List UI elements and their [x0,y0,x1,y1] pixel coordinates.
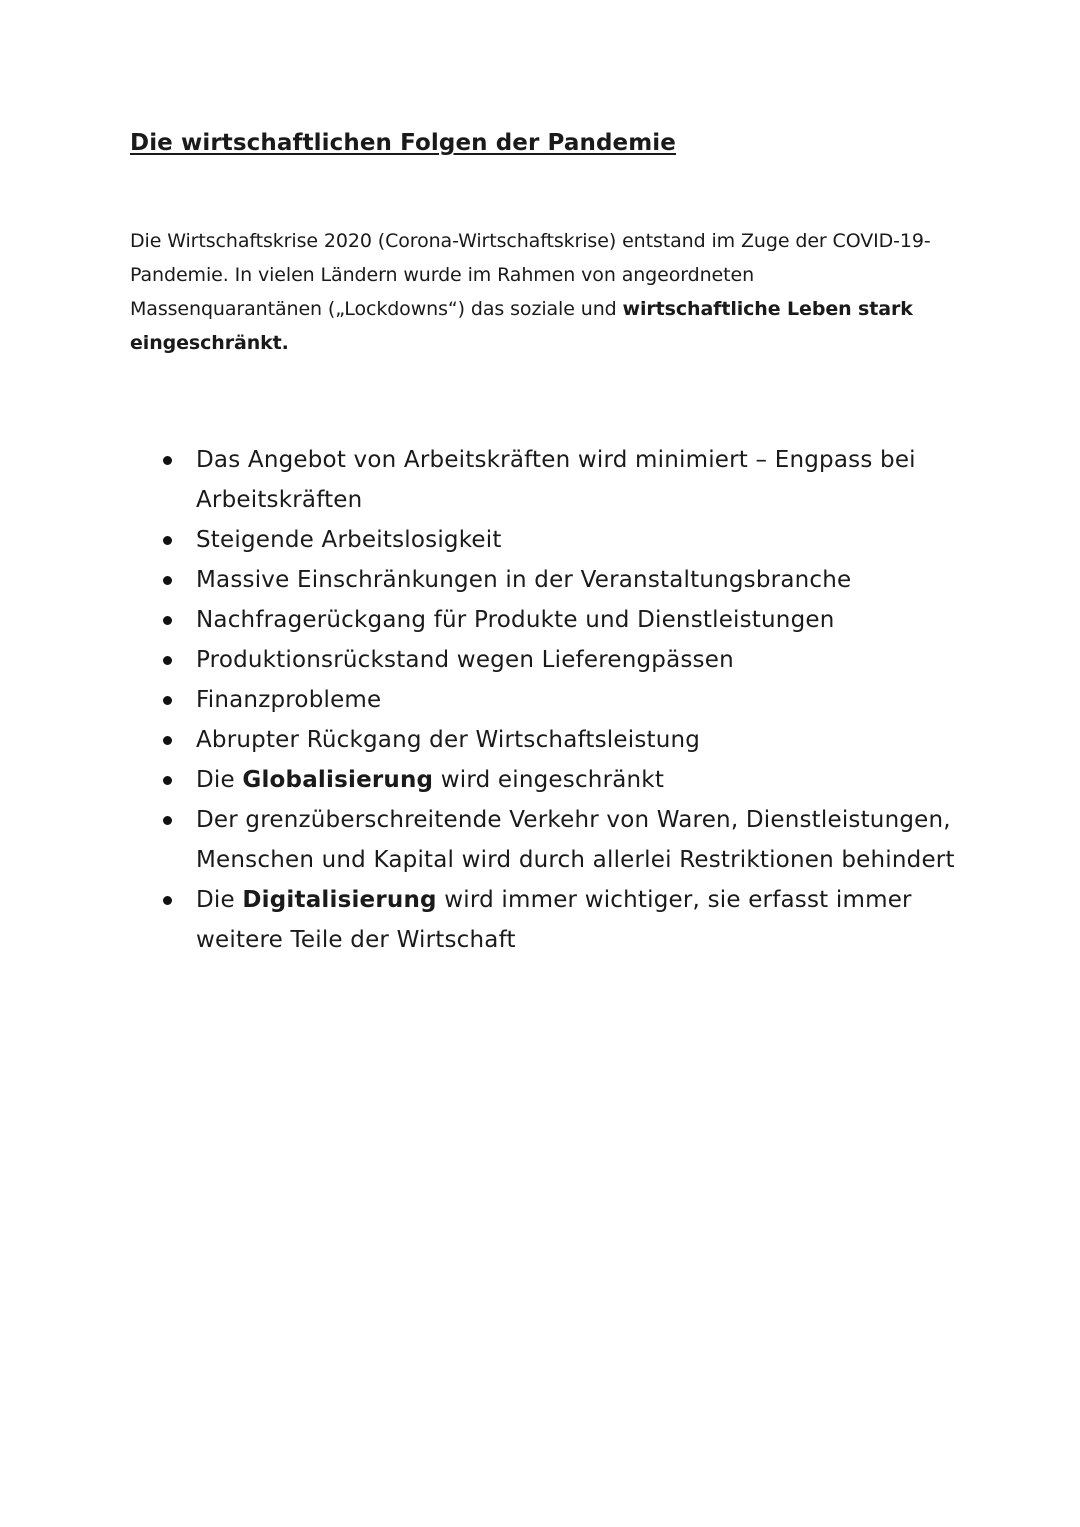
list-item: Abrupter Rückgang der Wirtschaftsleistung [196,720,966,760]
bullet-icon [163,696,172,705]
bullet-icon [163,816,172,825]
bullet-icon [163,656,172,665]
bullet-icon [163,896,172,905]
intro-bold-text: wirtschaftliche Leben stark eingeschränkt. [130,298,913,354]
bullet-icon [163,736,172,745]
list-item: Steigende Arbeitslosigkeit [196,520,966,560]
bullet-icon [163,776,172,785]
bullet-icon [163,576,172,585]
page-title: Die wirtschaftlichen Folgen der Pandemie [130,130,676,156]
list-item: Finanzprobleme [196,680,966,720]
list-item: Massive Einschränkungen in der Veranstaltungsbranche [196,560,966,600]
list-item: Produktionsrückstand wegen Lieferengpässen [196,640,966,680]
bullet-icon [163,456,172,465]
list-item: Nachfragerückgang für Produkte und Dienstleistungen [196,600,966,640]
list-item: Das Angebot von Arbeitskräften wird minimiert – Engpass bei Arbeitskräften [196,440,966,520]
intro-text: Die Wirtschaftskrise 2020 (Corona-Wirtschaftskrise) entstand im Zuge der COVID-19-Pandemie. In vielen Ländern wurde im Rahmen von angeordneten Massenquarantänen („Lockdowns“) das soziale und [130,230,931,320]
intro-paragraph [130,224,940,360]
bold-term: Digitalisierung [242,887,437,913]
list-item: Die Digitalisierung wird immer wichtiger, sie erfasst immer weitere Teile der Wirtschaft [196,880,966,960]
bold-term: Globalisierung [242,767,434,793]
list-item: Der grenzüberschreitende Verkehr von Waren, Dienstleistungen, Menschen und Kapital wird durch allerlei Restriktionen behindert [196,800,966,880]
list-item: Die Globalisierung wird eingeschränkt [196,760,966,800]
bullet-icon [163,536,172,545]
consequences-list [196,440,966,960]
bullet-icon [163,616,172,625]
